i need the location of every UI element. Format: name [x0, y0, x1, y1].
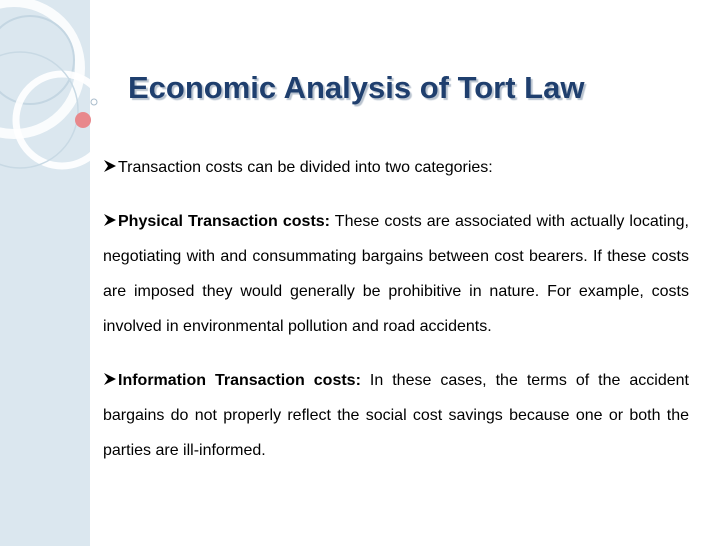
- bullet-heading: Information Transaction costs:: [118, 372, 361, 389]
- bullet-paragraph: [103, 204, 689, 344]
- slide-title: Economic Analysis of Tort Law: [128, 70, 585, 105]
- slide-body: [103, 150, 689, 468]
- bullet-paragraph: [103, 150, 689, 185]
- bullet-text: In these cases, the terms of the accident bargains do not properly reflect the social cost savings because one or both the parties are ill-informed.: [103, 372, 689, 459]
- arrow-bullet-icon: [103, 159, 117, 173]
- bullet-paragraph: [103, 363, 689, 468]
- bullet-heading: Physical Transaction costs:: [118, 213, 331, 230]
- bullet-text: Transaction costs can be divided into two categories:: [118, 159, 493, 176]
- decorative-circles: [0, 0, 110, 546]
- bullet-text: These costs are associated with actually locating, negotiating with and consummating bargains between cost bearers. If these costs are imposed they would generally be prohibitive in nature. For example, costs involved in environmental pollution and road accidents.: [103, 213, 689, 335]
- arrow-bullet-icon: [103, 213, 117, 227]
- arrow-bullet-icon: [103, 372, 117, 386]
